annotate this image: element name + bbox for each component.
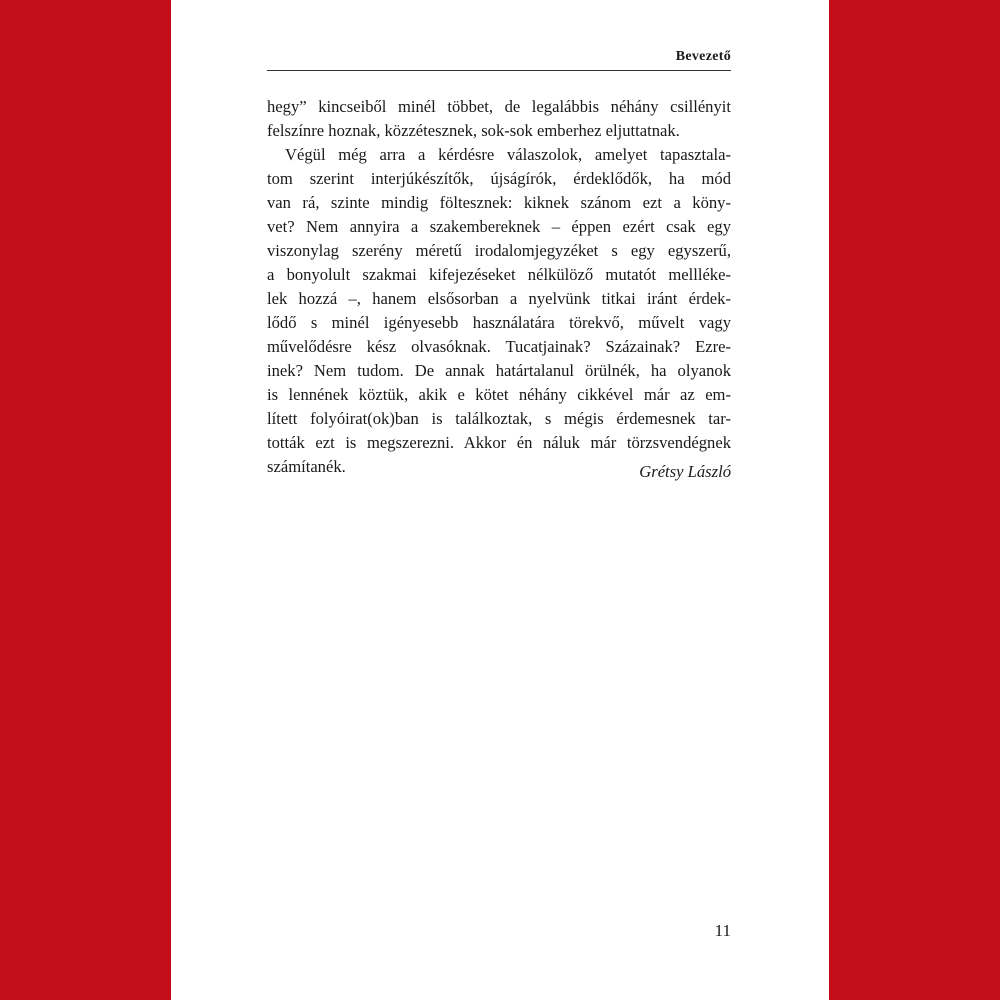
text-line: lődő s minél igényesebb használatára törekvő, művelt vagy <box>267 313 731 332</box>
text-line: lek hozzá –, hanem elsősorban a nyelvünk titkai iránt érdek- <box>267 289 731 308</box>
text-line: tom szerint interjúkészítők, újságírók, érdeklődők, ha mód <box>267 169 731 188</box>
text-line: vet? Nem annyira a szakembereknek – éppen ezért csak egy <box>267 217 731 236</box>
header-rule <box>267 70 731 71</box>
text-line: számítanék. <box>267 457 346 476</box>
text-line: inek? Nem tudom. De annak határtalanul örülnék, ha olyanok <box>267 361 731 380</box>
text-line: van rá, szinte mindig föltesznek: kiknek szánom ezt a köny- <box>267 193 731 212</box>
text-line: tották ezt is megszerezni. Akkor én náluk már törzsvendégnek <box>267 433 731 452</box>
running-head: Bevezető <box>675 49 731 64</box>
text-line: felszínre hoznak, közzétesznek, sok-sok emberhez eljuttatnak. <box>267 121 680 140</box>
book-page <box>171 0 829 1000</box>
body-text <box>267 95 731 479</box>
text-line: lített folyóirat(ok)ban is találkoztak, s mégis érdemesnek tar- <box>267 409 731 428</box>
text-line: viszonylag szerény méretű irodalomjegyzéket s egy egyszerű, <box>267 241 731 260</box>
text-line: művelődésre kész olvasóknak. Tucatjainak? Százainak? Ezre- <box>267 337 731 356</box>
text-line: is lennének köztük, akik e kötet néhány cikkével már az em- <box>267 385 731 404</box>
text-line: a bonyolult szakmai kifejezéseket nélkülöző mutatót mellléke- <box>267 265 731 284</box>
page-number: 11 <box>714 921 731 940</box>
text-line: Végül még arra a kérdésre válaszolok, amelyet tapasztala- <box>285 145 731 164</box>
author-signature: Grétsy László <box>639 462 731 481</box>
text-line: hegy” kincseiből minél többet, de legalábbis néhány csillényit <box>267 97 731 116</box>
